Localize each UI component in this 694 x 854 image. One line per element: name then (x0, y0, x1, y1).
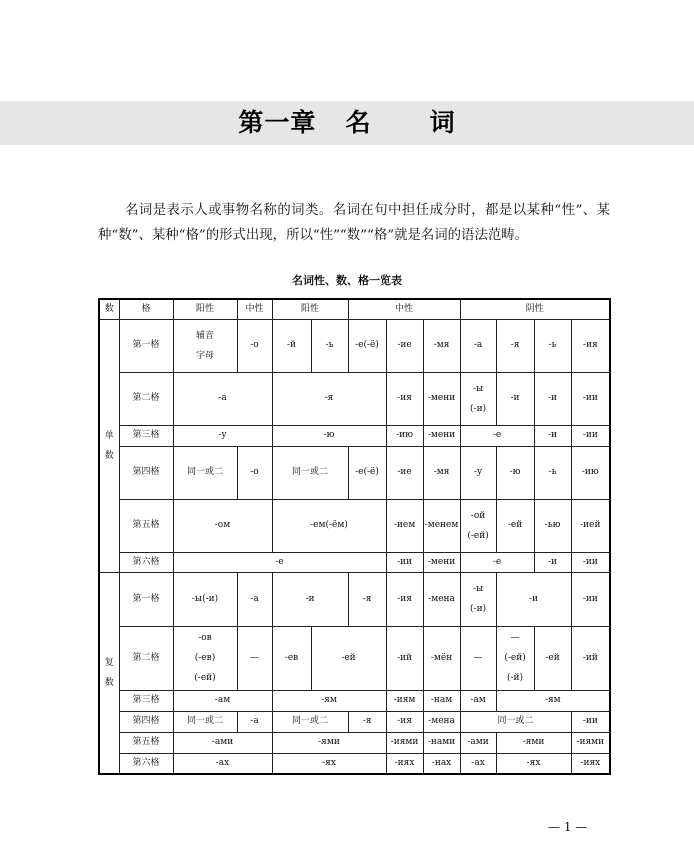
table-cell: -ь (534, 446, 571, 499)
table-cell: -ами (173, 732, 272, 753)
table-cell: -и (272, 572, 348, 626)
table-cell: -ий (386, 626, 423, 690)
table-cell: -я (272, 372, 386, 425)
table-cell: -ам (173, 690, 272, 711)
table-cell: -а (237, 572, 272, 626)
table-row (99, 711, 610, 732)
table-cell: -ой (-ей) (460, 499, 496, 552)
table-row (99, 425, 610, 446)
table-cell: -ие (386, 446, 423, 499)
header-number: 数 (99, 299, 119, 319)
table-cell: -ие (386, 319, 423, 372)
table-header-row (99, 299, 610, 319)
table-cell: -ии (571, 372, 610, 425)
table-cell: -ю (272, 425, 386, 446)
table-cell: -и (496, 572, 571, 626)
table-cell: -а (173, 372, 272, 425)
table-row (99, 499, 610, 552)
case-label: 第三格 (119, 690, 173, 711)
table-cell: -иях (386, 753, 423, 774)
table-cell: — (237, 626, 272, 690)
header-neuter: 中性 (237, 299, 272, 319)
table-cell: -мя (423, 446, 460, 499)
table-cell: -а (460, 319, 496, 372)
table-cell: 同一或二 (272, 711, 348, 732)
table-cell: -ия (386, 711, 423, 732)
table-cell: -ию (386, 425, 423, 446)
table-cell: -й (272, 319, 311, 372)
table-cell: -мён (423, 626, 460, 690)
table-cell: -ю (496, 446, 534, 499)
table-cell: -и (534, 425, 571, 446)
table-cell: 同一或二 (460, 711, 571, 732)
table-cell: -ах (173, 753, 272, 774)
table-cell: -ом (173, 499, 272, 552)
table-cell: -а (237, 711, 272, 732)
case-label: 第六格 (119, 552, 173, 572)
intro-paragraph: 名词是表示人或事物名称的词类。名词在句中担任成分时，都是以某种“性”、某种“数”、某种“格”的形式出现，所以“性”“数”“格”就是名词的语法范畴。 (98, 203, 610, 243)
table-cell: -ью (534, 499, 571, 552)
table-cell: -ях (496, 753, 571, 774)
table-cell: -е (460, 425, 534, 446)
table-cell: -и (534, 552, 571, 572)
header-case: 格 (119, 299, 173, 319)
table-row (99, 572, 610, 626)
table-caption: 名词性、数、格一览表 (292, 274, 402, 287)
table-cell: -нах (423, 753, 460, 774)
table-cell: -о (237, 319, 272, 372)
case-label: 第二格 (119, 626, 173, 690)
table-cell: -и (534, 372, 571, 425)
table-cell: — (460, 626, 496, 690)
table-cell: -ия (571, 319, 610, 372)
table-cell: -мена (423, 572, 460, 626)
table-cell: -ами (460, 732, 496, 753)
table-cell: -ия (386, 372, 423, 425)
table-cell: -ам (460, 690, 496, 711)
table-cell: -мени (423, 372, 460, 425)
case-label: 第四格 (119, 446, 173, 499)
header-neuter: 中性 (348, 299, 460, 319)
table-cell: -мена (423, 711, 460, 732)
table-row (99, 552, 610, 572)
table-cell: -ию (571, 446, 610, 499)
case-label: 第一格 (119, 572, 173, 626)
table-cell: -ии (386, 552, 423, 572)
table-cell: -ы(-и) (173, 572, 237, 626)
table-cell: -ь (534, 319, 571, 372)
case-label: 第一格 (119, 319, 173, 372)
table-cell: -иям (386, 690, 423, 711)
table-cell: -ией (571, 499, 610, 552)
table-cell: -ии (571, 572, 610, 626)
table-cell: -о (237, 446, 272, 499)
table-cell: -ов (-ев) (-ей) (173, 626, 237, 690)
table-cell: -ями (272, 732, 386, 753)
table-cell: -ь (311, 319, 348, 372)
table-cell: -я (348, 572, 386, 626)
table-cell: -мени (423, 425, 460, 446)
table-cell: -иями (571, 732, 610, 753)
table-cell: -я (496, 319, 534, 372)
table-row (99, 626, 610, 690)
table-cell: -ями (496, 732, 571, 753)
case-label: 第五格 (119, 732, 173, 753)
table-cell: -мени (423, 552, 460, 572)
table-cell: -нами (423, 732, 460, 753)
table-row (99, 446, 610, 499)
header-feminine: 阴性 (460, 299, 610, 319)
table-cell: -я (348, 711, 386, 732)
singular-label: 单 数 (99, 319, 119, 572)
table-cell: 同一或二 (173, 446, 237, 499)
table-cell: -ей (534, 626, 571, 690)
plural-label: 复 数 (99, 572, 119, 774)
table-row (99, 753, 610, 774)
table-cell: -и (496, 372, 534, 425)
table-row (99, 372, 610, 425)
case-label: 第三格 (119, 425, 173, 446)
table-cell: -ы (-и) (460, 572, 496, 626)
table-row (99, 732, 610, 753)
table-cell: -у (460, 446, 496, 499)
table-cell: -нам (423, 690, 460, 711)
table-cell: -ям (496, 690, 610, 711)
table-cell: -ях (272, 753, 386, 774)
table-cell: -иях (571, 753, 610, 774)
page-number: — 1 — (548, 820, 588, 834)
table-cell: -ий (571, 626, 610, 690)
table-cell: -е(-ё) (348, 446, 386, 499)
table-cell: -ием (386, 499, 423, 552)
case-label: 第五格 (119, 499, 173, 552)
table-cell: -ии (571, 552, 610, 572)
table-cell: 同一或二 (272, 446, 348, 499)
table-cell: -ям (272, 690, 386, 711)
table-cell: -менем (423, 499, 460, 552)
declension-table (98, 298, 611, 775)
table-cell: -ии (571, 711, 610, 732)
table-cell: -у (173, 425, 272, 446)
case-label: 第二格 (119, 372, 173, 425)
table-cell: -мя (423, 319, 460, 372)
header-masculine: 阳性 (272, 299, 348, 319)
table-cell: -ев (272, 626, 311, 690)
table-row (99, 319, 610, 372)
table-cell: -ем(-ём) (272, 499, 386, 552)
table-cell: -ей (311, 626, 386, 690)
header-masculine: 阳性 (173, 299, 237, 319)
table-cell: -ия (386, 572, 423, 626)
table-cell: -ей (496, 499, 534, 552)
table-cell: -иями (386, 732, 423, 753)
table-row (99, 690, 610, 711)
case-label: 第四格 (119, 711, 173, 732)
table-cell: -е (460, 552, 534, 572)
table-cell: -е(-ё) (348, 319, 386, 372)
table-cell: -ии (571, 425, 610, 446)
table-cell: 同一或二 (173, 711, 237, 732)
table-cell: -е (173, 552, 386, 572)
table-cell: 辅音 字母 (173, 319, 237, 372)
chapter-title: 第一章 名 词 (238, 108, 456, 137)
table-cell: -ах (460, 753, 496, 774)
case-label: 第六格 (119, 753, 173, 774)
table-cell: — (-ей) (-й) (496, 626, 534, 690)
table-cell: -ы (-и) (460, 372, 496, 425)
